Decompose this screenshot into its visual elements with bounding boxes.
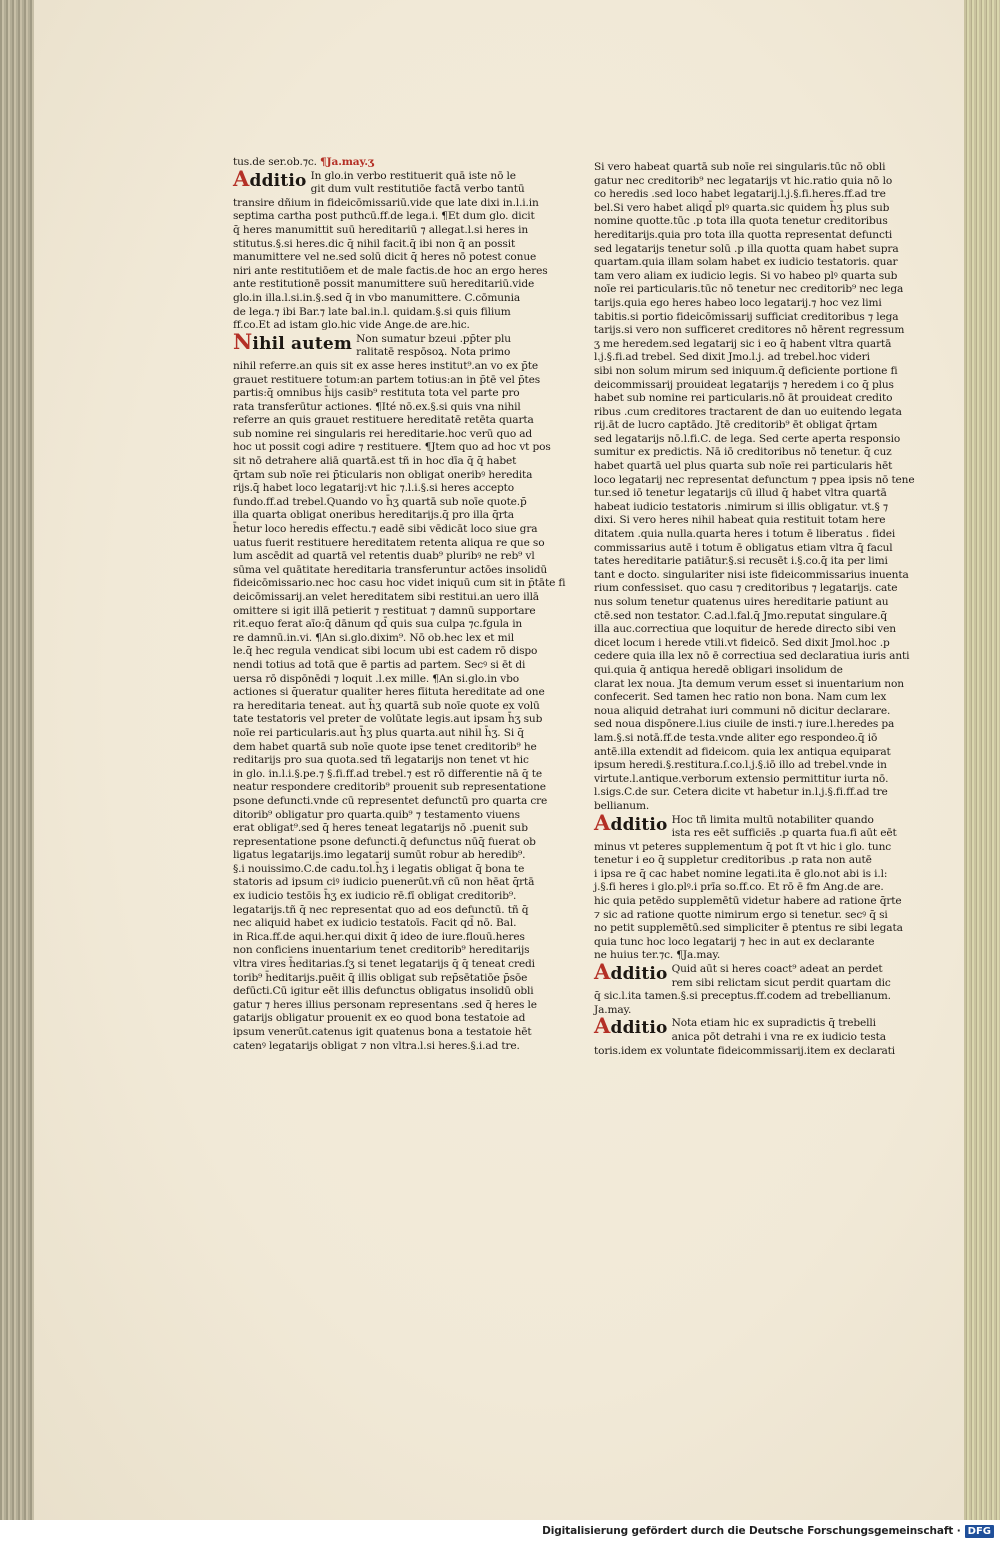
text-line: ne huius ter.⁊c. ¶Ja.may. (594, 949, 721, 962)
text-line: anica pōt detrahi i vna re ex iudicio testa (671, 1031, 886, 1043)
text-line: loco legatarij nec representat defunctum ⁊ ppea ipsis nō tene (594, 473, 915, 486)
text-line: co heredis .sed loco habet legatarij.l.j.§.fi.heres.ff.ad tre (594, 188, 886, 201)
text-line: ⁊ sic ad ratione quotte nimirum ergo si tenetur. secꝰ q̄ si (594, 908, 888, 921)
right-text-column (594, 161, 915, 1058)
running-head: tus.de ser.ob.⁊c. ¶Ja.may.ʒ (233, 156, 374, 168)
text-line: ribus .cum creditores tractarent de dan uo euitendo legata (594, 405, 902, 418)
text-line: gatur nec creditorib⁹ nec legatarijs vt hic.ratio quia nō lo (594, 174, 893, 187)
text-line: partis:q̄ omnibus h̄ijs casib⁹ restituta tota vel parte pro (233, 387, 520, 400)
text-line: Nota etiam hic ex supradictis q̄ trebelli (671, 1017, 876, 1030)
text-line: j.§.fi heres i glo.plꝰ.i prīa so.ff.co. Et rō ē fm Ang.de are. (594, 881, 884, 894)
text-line: dem habet quartā sub noīe quote ipse tenet creditorib⁹ he (233, 740, 537, 753)
text-line: tarijs.si vero non sufficeret creditores nō hērent regressum (594, 324, 905, 337)
text-line: ligatus legatarijs.imo legatarij sumūt robur ab heredib⁹. (233, 849, 526, 862)
text-line: statoris ad ipsum ciꝰ iudicio puenerūt.vñ cū non hēat q̄rtā (233, 876, 535, 889)
text-line: illa auc.correctiua que loquitur de herede directo sibi ven (594, 623, 896, 636)
text-line: ʒ me heredem.sed legatarij sic i eo q̄ habent vltra quartā (594, 337, 892, 350)
text-line: q̄ sic.l.ita tamen.§.si preceptus.ff.codem ad trebellianum. (594, 990, 891, 1003)
text-line: ex iudicio testōis h̄ʒ ex iudicio rē.fī obligat creditorib⁹. (233, 890, 517, 903)
text-line: psone defuncti.vnde cū representet defunctū pro quarta cre (233, 794, 548, 807)
text-line: fideicōmissario.nec hoc casu hoc videt iniquū cum sit in p̄tāte fi (233, 577, 566, 590)
text-line: hic quia petēdo supplemētū videtur habere ad ratione q̄rte (594, 895, 902, 908)
text-line: sed noua dispōnere.l.ius ciuile de insti.⁊ iure.l.heredes pa (594, 718, 895, 731)
text-line: habet quartā uel plus quarta sub noīe rei particularis hēt (594, 460, 893, 473)
text-line: tarijs.quia ego heres habeo loco legatarij.⁊ hoc vez limi (594, 296, 882, 309)
text-line: nomine quotte.tūc .p tota illa quota tenetur creditoribus (594, 215, 888, 228)
text-line: rata transferūtur actiones. ¶Ité nō.ex.§.si quis vna nihil (233, 400, 521, 413)
book-gutter (0, 0, 34, 1520)
text-line: ralitatē respōsoꝝ. Nota primo (356, 346, 511, 359)
text-line: vltra vires h̄editarias.ſʒ si tenet legatarijs q̄ q̄ teneat credi (233, 958, 535, 971)
text-line: septima cartha post puthcū.ff.de lega.i. ¶Et dum glo. dicit (233, 210, 535, 223)
text-line: lum ascēdit ad quartā vel retentis duab⁹ pluribꝰ ne reb⁹ vl (233, 550, 535, 563)
text-line: ditorib⁹ obligatur pro quarta.quib⁹ ⁊ testamento viuens (233, 808, 520, 821)
text-line: clarat lex noua. Jta demum verum esset si inuentarium non (594, 677, 904, 690)
text-line: noīe rei particularis.tūc nō tenetur nec creditorib⁹ nec lega (594, 283, 904, 296)
text-line: habet sub nomine rei particularis.nō āt prouideat credito (594, 392, 893, 405)
text-line: sed legatarijs tenetur solū .p illa quotta quam habet supra (594, 242, 899, 255)
text-line: reditarijs pro sua quota.sed tñ legatarijs non tenet vt hic (233, 754, 529, 767)
text-line: Ja.may. (594, 1003, 632, 1016)
text-line: sūma vel quātitate hereditaria transferuntur actōes insolidū (233, 563, 548, 576)
text-line: niri ante restitutiōem et de male factis.de hoc an ergo heres (233, 264, 548, 277)
text-line: sub nomine rei singularis rei hereditarie.hoc verū quo ad (233, 427, 533, 440)
text-line: rem sibi relictam sicut perdit quartam dic (671, 976, 891, 989)
text-line: erat obligat⁹.sed q̄ heres teneat legatarijs nō .puenit sub (233, 822, 528, 835)
text-line: rijs.q̄ habet loco legatarij:vt hic ⁊.l.i.§.si heres accepto (233, 482, 514, 495)
text-line: git dum vult restitutiōe factā verbo tantū (310, 183, 525, 196)
addition-heading-2-word: Additio (594, 959, 668, 985)
dfg-logo: DFG (965, 1525, 994, 1538)
text-line: sumitur ex predictis. Nā iō creditoribus nō tenetur. q̄ cuz (594, 446, 892, 459)
text-line: fundo.ff.ad trebel.Quando vo h̄ʒ quartā sub noīe quote.p̄ (233, 495, 527, 508)
text-line: nihil referre.an quis sit ex asse heres institut⁹.an vo ex p̄te (233, 359, 538, 372)
text-line: le.q̄ hec regula vendicat sibi locum ubi est cadem rō dispo (233, 645, 538, 658)
text-line: nendi totius ad totā que ē partis ad partem. Secꝰ si ēt di (233, 658, 526, 671)
text-line: qui.quia q̄ antiqua heredē obligari insolidum de (594, 663, 843, 676)
text-line: In glo.in verbo restituerit quā iste nō le (310, 169, 516, 182)
text-line: Quid aūt si heres coact⁹ adeat an perdet (671, 963, 883, 976)
text-line: ra hereditaria teneat. aut h̄ʒ quartā sub noīe quote ex volū (233, 699, 540, 712)
addition-heading-3 (594, 1013, 886, 1044)
text-line: torib⁹ h̄editarijs.puēit q̄ illis obligat sub rep̄sētatiōe p̄sōe (233, 971, 528, 984)
addition-heading-2 (594, 959, 891, 990)
text-line: deicōmissarij.an velet hereditatem sibi restitui.an uero illā (233, 591, 539, 603)
text-line: non conficiens inuentarium tenet creditorib⁹ hereditarijs (233, 944, 530, 957)
text-line: q̄rtam sub noīe rei p̄ticularis non obligat oneribꝰ heredita (233, 468, 533, 481)
text-line: Hoc tñ limita multū notabiliter quando (671, 813, 874, 826)
text-line: tates hereditarie patiātur.§.si recusēt i.§.co.q̄ ita per limi (594, 555, 888, 568)
text-line: uersa rō dispōnēdi ⁊ loquit .l.ex mille. ¶An si.glo.in vbo (233, 672, 519, 685)
text-line: tam vero aliam ex iudicio legis. Si vo habeo plꝰ quarta sub (594, 269, 898, 282)
text-line: sed legatarijs nō.l.fi.C. de lega. Sed certe aperta responsio (594, 432, 901, 445)
text-line: tenetur i eo q̄ suppletur creditoribus .p rata non autē (594, 854, 872, 867)
text-line: dixi. Si vero heres nihil habeat quia restituit totam here (594, 514, 886, 527)
text-line: h̄etur loco heredis effectu.⁊ eadē sibi vēdicāt loco siue gra (233, 523, 538, 536)
addition-heading-3-word: Additio (594, 1013, 668, 1039)
text-line: i ipsa re q̄ cac habet nomine legati.ita ē glo.not abi is i.l: (594, 867, 888, 880)
text-line: ante restitutionē possit manumittere suū hereditariū.vide (233, 278, 535, 291)
text-line: noīe rei particularis.aut h̄ʒ plus quarta.aut nihil h̄ʒ. Si q̄ (233, 726, 524, 739)
text-line: ipsum venerūt.catenus igit quatenus bona a testatoie hēt (233, 1026, 532, 1038)
text-line: ditatem .quia nulla.quarta heres i totum ē liberatus . fidei (594, 528, 896, 541)
text-line: uatus fuerit restituere hereditatem retenta aliqua re que so (233, 536, 545, 549)
text-line: stitutus.§.si heres.dic q̄ nihil facit.q̄ ibi non q̄ an possit (233, 237, 516, 250)
text-line: cedere quia illa lex nō ē correctiua sed declaratiua iuris anti (594, 650, 910, 663)
text-line: ista res eēt sufficiēs .p quarta fua.fi aūt eēt (671, 827, 897, 840)
text-line: representatione psone defuncti.q̄ defunctus nūq̄ fuerat ob (233, 835, 536, 848)
text-line: minus vt peteres supplementum q̄ pot ſt vt hic i glo. tunc (594, 840, 892, 853)
text-line: hereditarijs.quia pro tota illa quotta representat defuncti (594, 228, 893, 241)
text-line: referre an quis grauet restituere hereditatē retēta quarta (233, 414, 534, 427)
text-line: tate testatoris vel preter de volūtate legis.aut ipsam h̄ʒ sub (233, 713, 543, 726)
text-line: Non sumatur bzeui .pp̄ter plu (356, 332, 511, 345)
text-line: lam.§.si notā.ff.de testa.vnde aliter ego respondeo.q̄ iō (594, 731, 878, 744)
text-line: no petit supplemētū.sed simpliciter ē ptentus re sibi legata (594, 922, 903, 935)
text-line: §.i nouissimo.C.de cadu.tol.h̄ʒ i legatis obligat q̄ bona te (233, 862, 525, 875)
text-line: ctē.sed non testator. C.ad.l.fal.q̄ Jmo.reputat singulare.q̄ (594, 609, 888, 622)
text-line: bel.Si vero habet aliqd̄ plꝰ quarta.sic quidem h̄ʒ plus sub (594, 201, 890, 214)
text-line: ff.co.Et ad istam glo.hic vide Ange.de are.hic. (233, 319, 470, 332)
addition-heading-1-word: Additio (594, 809, 668, 835)
text-line: rit.equo ferat aīo:q̄ dānum qd̄ quis sua culpa ⁊c.fgula in (233, 618, 523, 631)
text-line: glo.in illa.l.si.in.§.sed q̄ in vbo manumittere. C.cōmunia (233, 291, 520, 304)
text-line: de lega.⁊ ibi Bar.⁊ late bal.in.l. quidam.§.si quis filium (233, 305, 511, 318)
text-line: rij.āt de lucro captādo. Jtē creditorib⁹ ēt obligat q̄rtam (594, 419, 878, 432)
text-line: habeat iudicio testatoris .nimirum si illis obligatur. vt.§ ⁊ (594, 500, 889, 513)
text-line: quartam.quia illam solam habet ex iudicio testatoris. quar (594, 256, 898, 269)
page-fore-edge (964, 0, 1000, 1520)
addition-heading-1 (594, 809, 897, 841)
text-line: sibi non solum mirum sed iniquum.q̄ deficiente portione fi (594, 364, 898, 377)
text-line: actiones si q̄ueratur qualiter heres fīituta hereditate ad one (233, 686, 545, 699)
text-line: rium confessiset. quo casu ⁊ creditoribus ⁊ legatarijs. cate (594, 582, 898, 595)
left-text-column (233, 156, 566, 1053)
text-line: tabitis.si portio fideicōmissarij sufficiat creditoribus ⁊ lega (594, 310, 899, 323)
text-line: toris.idem ex voluntate fideicommissarij.item ex declarati (594, 1044, 896, 1057)
footer-bar (0, 1520, 1000, 1542)
text-line: defūcti.Cū igitur eēt illis defunctus obligatus insolidū obli (233, 985, 534, 998)
text-line: in Rica.ff.de aqui.her.qui dixit q̄ ideo de iure.flouū.heres (233, 930, 525, 943)
text-line: Si vero habeat quartā sub noīe rei singularis.tūc nō obli (594, 161, 886, 173)
text-line: catenꝰ legatarijs obligat ⁊ non vltra.l.si heres.§.i.ad tre. (233, 1039, 520, 1052)
text-line: nec aliquid habet ex iudicio testatoīs. Facit qd̄ nō. Bal. (233, 917, 517, 930)
text-line: commissarius autē i totum ē obligatus etiam vltra q̄ facul (594, 541, 893, 554)
text-line: grauet restituere totum:an partem totius:an in p̄tē vel p̄tes (233, 373, 541, 386)
text-line: tur.sed iō tenetur legatarijs cū illud q̄ habet vltra quartā (594, 487, 887, 500)
text-line: tant e docto. singulariter nisi iste fideicommissarius inuenta (594, 568, 909, 581)
text-line: noua aliquid detrahat iuri communi nō dicitur declarare. (594, 704, 891, 717)
text-line: re damnū.in.vi. ¶An si.glo.dixim⁹. Nō ob.hec lex et mil (233, 631, 515, 644)
text-line: hoc ut possit cogi adire ⁊ restituere. ¶Jtem quo ad hoc vt pos (233, 441, 551, 454)
text-line: gatur ⁊ heres illius personam representans .sed q̄ heres le (233, 998, 537, 1011)
text-line: deicommissarij prouideat legatarijs ⁊ heredem i co q̄ plus (594, 378, 894, 391)
nihil-autem-heading (233, 328, 523, 360)
footer-credit: Digitalisierung gefördert durch die Deutsche Forschungsgemeinschaft · (542, 1525, 961, 1537)
text-line: neatur respondere creditorib⁹ prouenit sub representatione (233, 781, 546, 794)
addition-heading-word: Additio (233, 165, 307, 191)
text-line: transire dñium in fideicōmissariū.vide que late dixi in.l.i.in (233, 196, 539, 209)
text-line: confecerit. Sed tamen hec ratio non bona. Nam cum lex (594, 691, 887, 704)
text-line: dicet locum i herede vtili.vt fideicō. Sed dixit Jmol.hoc .p (594, 636, 890, 649)
text-line: nus solum tenetur quatenus uires hereditarie patiunt au (594, 596, 889, 608)
nihil-autem-heading-word: Nihil autem (233, 328, 353, 354)
text-line: ipsum heredi.§.restitura.ſ.co.l.j.§.iō illo ad trebel.vnde in (594, 759, 887, 772)
text-line: quia tunc hoc loco legatarij ⁊ hec in aut ex declarante (594, 935, 875, 948)
text-line: q̄ heres manumittit suū hereditariū ⁊ allegat.l.si heres in (233, 223, 529, 236)
text-line: virtute.l.antique.verborum extensio permittitur iurta nō. (594, 772, 889, 785)
text-line: gatarijs obligatur prouenit ex eo quod bona testatoie ad (233, 1012, 526, 1025)
text-line: legatarijs.tñ q̄ nec representat quo ad eos defunctū. tñ q̄ (233, 903, 529, 916)
text-line: l.j.§.fi.ad trebel. Sed dixit Jmo.l.j. ad trebel.hoc videri (594, 351, 870, 364)
text-line: bellianum. (594, 799, 650, 812)
addition-heading (233, 165, 525, 197)
text-line: antē.illa extendit ad fideicom. quia lex antiqua equiparat (594, 745, 891, 758)
text-line: omittere si igit illā petierit ⁊ restituat ⁊ damnū supportare (233, 604, 536, 617)
text-line: sit nō detrahere aliā quartā.est tñ in hoc dīa q̄ q̄ habet (233, 455, 517, 468)
text-line: in glo. in.l.i.§.pe.⁊ §.fi.ff.ad trebel.⁊ est rō differentie nā q̄ te (233, 767, 542, 780)
text-line: manumittere vel ne.sed solū dicit q̄ heres nō potest conue (233, 251, 537, 264)
text-line: illa quarta obligat oneribus hereditarijs.q̄ pro illa q̄rta (233, 509, 514, 522)
text-line: l.sigs.C.de sur. Cetera dicite vt habetur in.l.j.§.fi.ff.ad tre (594, 786, 888, 799)
